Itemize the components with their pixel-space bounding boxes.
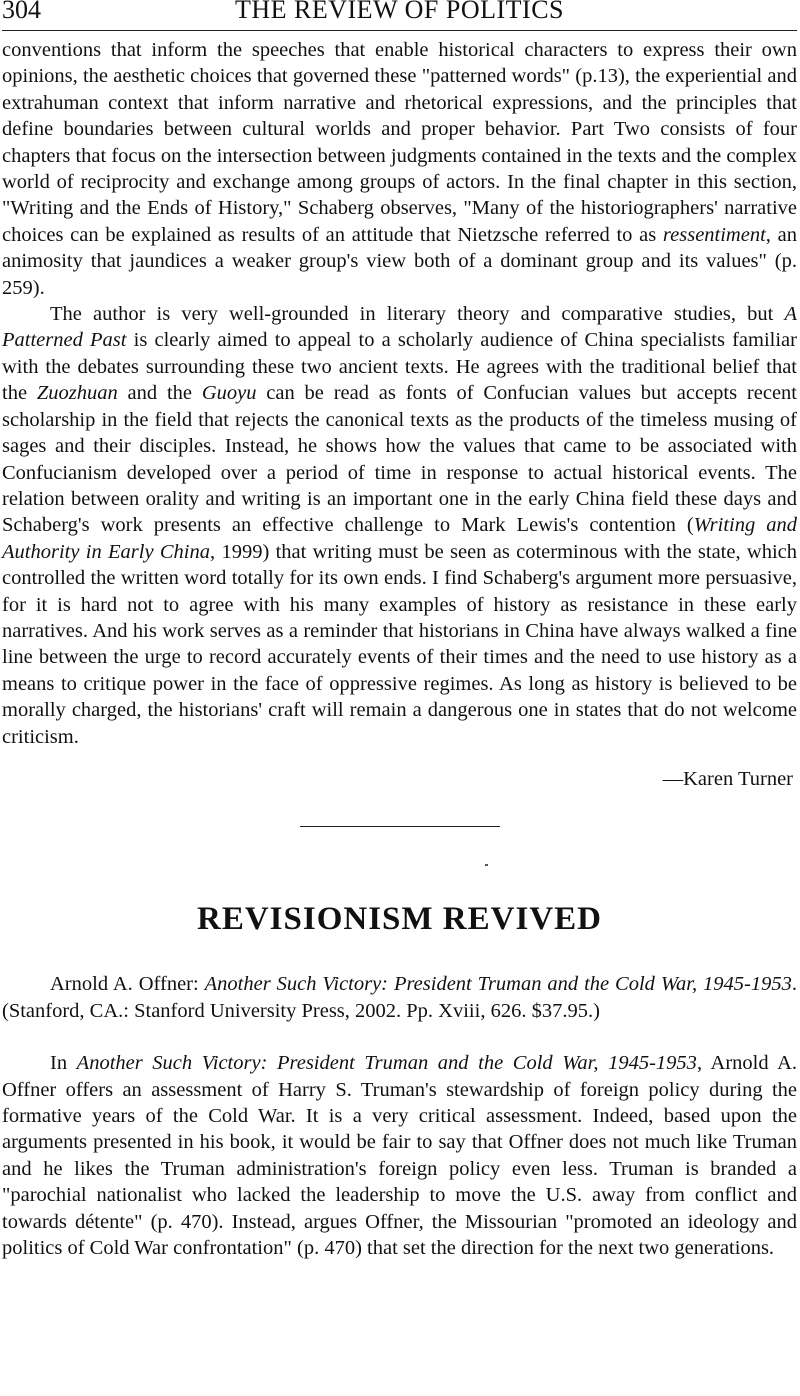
section-divider: [300, 826, 500, 827]
journal-title: THE REVIEW OF POLITICS: [234, 0, 564, 24]
review-title: REVISIONISM REVIVED: [197, 901, 602, 938]
running-head: [2, 0, 797, 31]
review1-paragraph-1: conventions that inform the speeches that enable historical characters to express their own opinions, the aesthetic choices that governed these "patterned words" (p.13), the experiential and extrahuman context that inform narrative and rhetorical expressions, and the principles that define boundaries between cultural worlds and proper behavior. Part Two consists of four chapters that focus on the intersection between judgments contained in the texts and the complex world of reciprocity and exchange among groups of actors. In the final chapter in this section, "Writing and the Ends of History," Schaberg observes, "Many of the historiographers' narrative choices can be explained as results of an attitude that Nietzsche referred to as ressentiment, an animosity that jaundices a weaker group's view both of a dominant group and its values" (p. 259).: [2, 39, 797, 299]
book-citation: Arnold A. Offner: Another Such Victory: President Truman and the Cold War, 1945-1953. (Stanford, CA.: Stanford University Press, 2002. Pp. Xviii, 626. $37.95.): [2, 973, 797, 1022]
review1-paragraph-2: The author is very well-grounded in literary theory and comparative studies, but A Patterned Past is clearly aimed to appeal to a scholarly audience of China specialists familiar with the debates surrounding these two ancient texts. He agrees with the traditional belief that the Zuozhuan and the Guoyu can be read as fonts of Confucian values but accepts recent scholarship in the field that rejects the canonical texts as the products of the timeless musing of sages and their disciples. Instead, he shows how the values that came to be associated with Confucianism developed over a period of time in response to actual historical events. The relation between orality and writing is an important one in the early China field these days and Schaberg's work presents an effective challenge to Mark Lewis's contention (Writing and Authority in Early China, 1999) that writing must be seen as coterminous with the state, which controlled the written word totally for its own ends. I find Schaberg's argument more persuasive, for it is hard not to agree with his many examples of history as resistance in these early narratives. And his work serves as a reminder that historians in China have always walked a fine line between the urge to record accurately events of their times and the need to use history as a means to critique power in the face of oppressive regimes. As long as history is believed to be morally charged, the historians' craft will remain a dangerous one in states that do not welcome criticism.: [2, 303, 798, 748]
review-karen-turner: [2, 37, 797, 792]
page-number: 304: [2, 0, 41, 24]
reviewer-signature: —Karen Turner: [662, 767, 793, 790]
review2-paragraph-1: In Another Such Victory: President Truman and the Cold War, 1945-1953, Arnold A. Offner offers an assessment of Harry S. Truman's stewardship of foreign policy during the formative years of the Cold War. It is a very critical assessment. Indeed, based upon the arguments presented in his book, it would be fair to say that Offner does not much like Truman and he likes the Truman administration's foreign policy even less. Truman is branded a "parochial nationalist who lacked the leadership to move the U.S. away from conflict and towards détente" (p. 470). Instead, argues Offner, the Missourian "promoted an ideology and politics of Cold War confrontation" (p. 470) that set the direction for the next two generations.: [2, 1052, 797, 1260]
print-speck: [485, 864, 488, 866]
review-revisionism-revived: [2, 900, 797, 1261]
